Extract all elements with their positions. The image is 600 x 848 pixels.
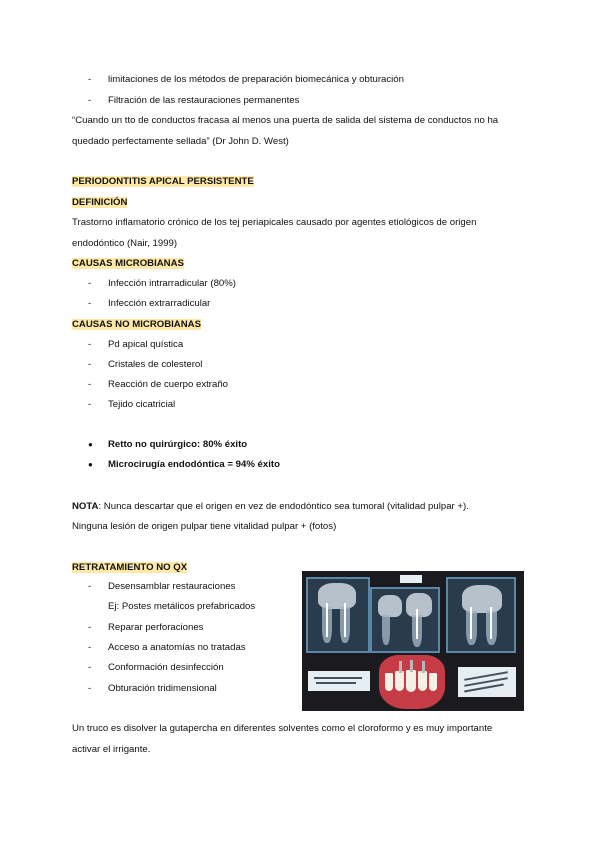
list-item-text: Reacción de cuerpo extraño — [108, 379, 228, 390]
highlighted-title: RETRATAMIENTO NO QX — [72, 562, 188, 573]
list-subitem: Ej: Postes metálicos prefabricados — [108, 601, 256, 612]
list-item — [88, 297, 210, 311]
dental-radiograph-figure — [302, 571, 524, 711]
quote-line-2: quedado perfectamente sellada” (Dr John D. West) — [72, 136, 289, 147]
dot-bullet: ● — [88, 440, 93, 449]
clinical-photo-teeth — [379, 655, 445, 709]
highlighted-heading: DEFINICIÓN — [72, 197, 128, 208]
dash-bullet: - — [88, 662, 92, 673]
list-item-text: Infección extrarradicular — [108, 298, 211, 309]
note-text: : Nunca descartar que el origen en vez de endodóntico sea tumoral (vitalidad pulpar +). — [98, 501, 469, 512]
list-item-text: Cristales de colesterol — [108, 359, 203, 370]
dash-bullet: - — [88, 379, 92, 390]
list-item — [88, 641, 246, 655]
list-item — [88, 277, 236, 291]
list-item-text: Microcirugía endodóntica = 94% éxito — [108, 459, 280, 470]
list-item-text: Filtración de las restauraciones permanentes — [108, 95, 300, 106]
list-item-text: Reparar perforaciones — [108, 622, 204, 633]
radiograph-tag-icon — [400, 575, 422, 583]
list-item-text: Retto no quirúrgico: 80% éxito — [108, 439, 248, 450]
instrument-strip-left — [308, 671, 370, 691]
highlighted-heading: CAUSAS MICROBIANAS — [72, 258, 184, 269]
list-item-text: Acceso a anatomías no tratadas — [108, 642, 246, 653]
dash-bullet: - — [88, 642, 92, 653]
list-item-text: Tejido cicatricial — [108, 399, 176, 410]
dash-bullet: - — [88, 339, 92, 350]
list-item — [88, 358, 202, 372]
closing-line-2: activar el irrigante. — [72, 744, 151, 755]
dash-bullet: - — [88, 359, 92, 370]
radiograph-center — [370, 587, 440, 653]
definition-line-2: endodóntico (Nair, 1999) — [72, 238, 178, 249]
dash-bullet: - — [88, 74, 92, 85]
dash-bullet: - — [88, 683, 92, 694]
list-item — [88, 338, 183, 352]
dash-bullet: - — [88, 95, 92, 106]
list-item-text: Pd apical quística — [108, 339, 184, 350]
microbial-heading — [72, 257, 184, 271]
list-item-text: Obturación tridimensional — [108, 683, 217, 694]
nonmicrobial-heading — [72, 318, 201, 332]
dash-bullet: - — [88, 278, 92, 289]
list-item — [88, 73, 404, 87]
list-item-text: limitaciones de los métodos de preparación biomecánica y obturación — [108, 74, 404, 85]
dash-bullet: - — [88, 298, 92, 309]
note-label: NOTA — [72, 501, 99, 512]
definition-line-1: Trastorno inflamatorio crónico de los tej periapicales causado por agentes etiológicos de origen — [72, 217, 477, 228]
quote-line-1: “Cuando un tto de conductos fracasa al menos una puerta de salida del sistema de conductos no ha — [72, 115, 499, 126]
radiograph-right — [446, 577, 516, 653]
list-item — [88, 378, 228, 392]
dash-bullet: - — [88, 399, 92, 410]
dash-bullet: - — [88, 622, 92, 633]
list-item — [88, 682, 217, 696]
note-line-2: Ninguna lesión de origen pulpar tiene vitalidad pulpar + (fotos) — [72, 521, 337, 532]
list-item-text: Infección intrarradicular (80%) — [108, 278, 236, 289]
list-item — [88, 580, 235, 594]
dash-bullet: - — [88, 581, 92, 592]
list-item — [88, 661, 224, 675]
list-item-text: Desensamblar restauraciones — [108, 581, 236, 592]
highlighted-title: PERIODONTITIS APICAL PERSISTENTE — [72, 176, 254, 187]
list-item — [88, 621, 203, 635]
radiograph-left — [306, 577, 370, 653]
definition-heading — [72, 196, 127, 210]
section-title-retratamiento — [72, 561, 187, 575]
list-item — [88, 458, 280, 472]
section-title-periodontitis — [72, 175, 254, 189]
dot-bullet: ● — [88, 460, 93, 469]
list-item — [88, 94, 299, 108]
note-line-1 — [72, 500, 469, 514]
closing-line-1: Un truco es disolver la gutapercha en diferentes solventes como el cloroformo y es muy importante — [72, 723, 493, 734]
list-item — [88, 438, 247, 452]
highlighted-heading: CAUSAS NO MICROBIANAS — [72, 319, 201, 330]
list-item — [88, 398, 175, 412]
list-item-text: Conformación desinfección — [108, 662, 224, 673]
instrument-strip-right — [458, 667, 516, 697]
